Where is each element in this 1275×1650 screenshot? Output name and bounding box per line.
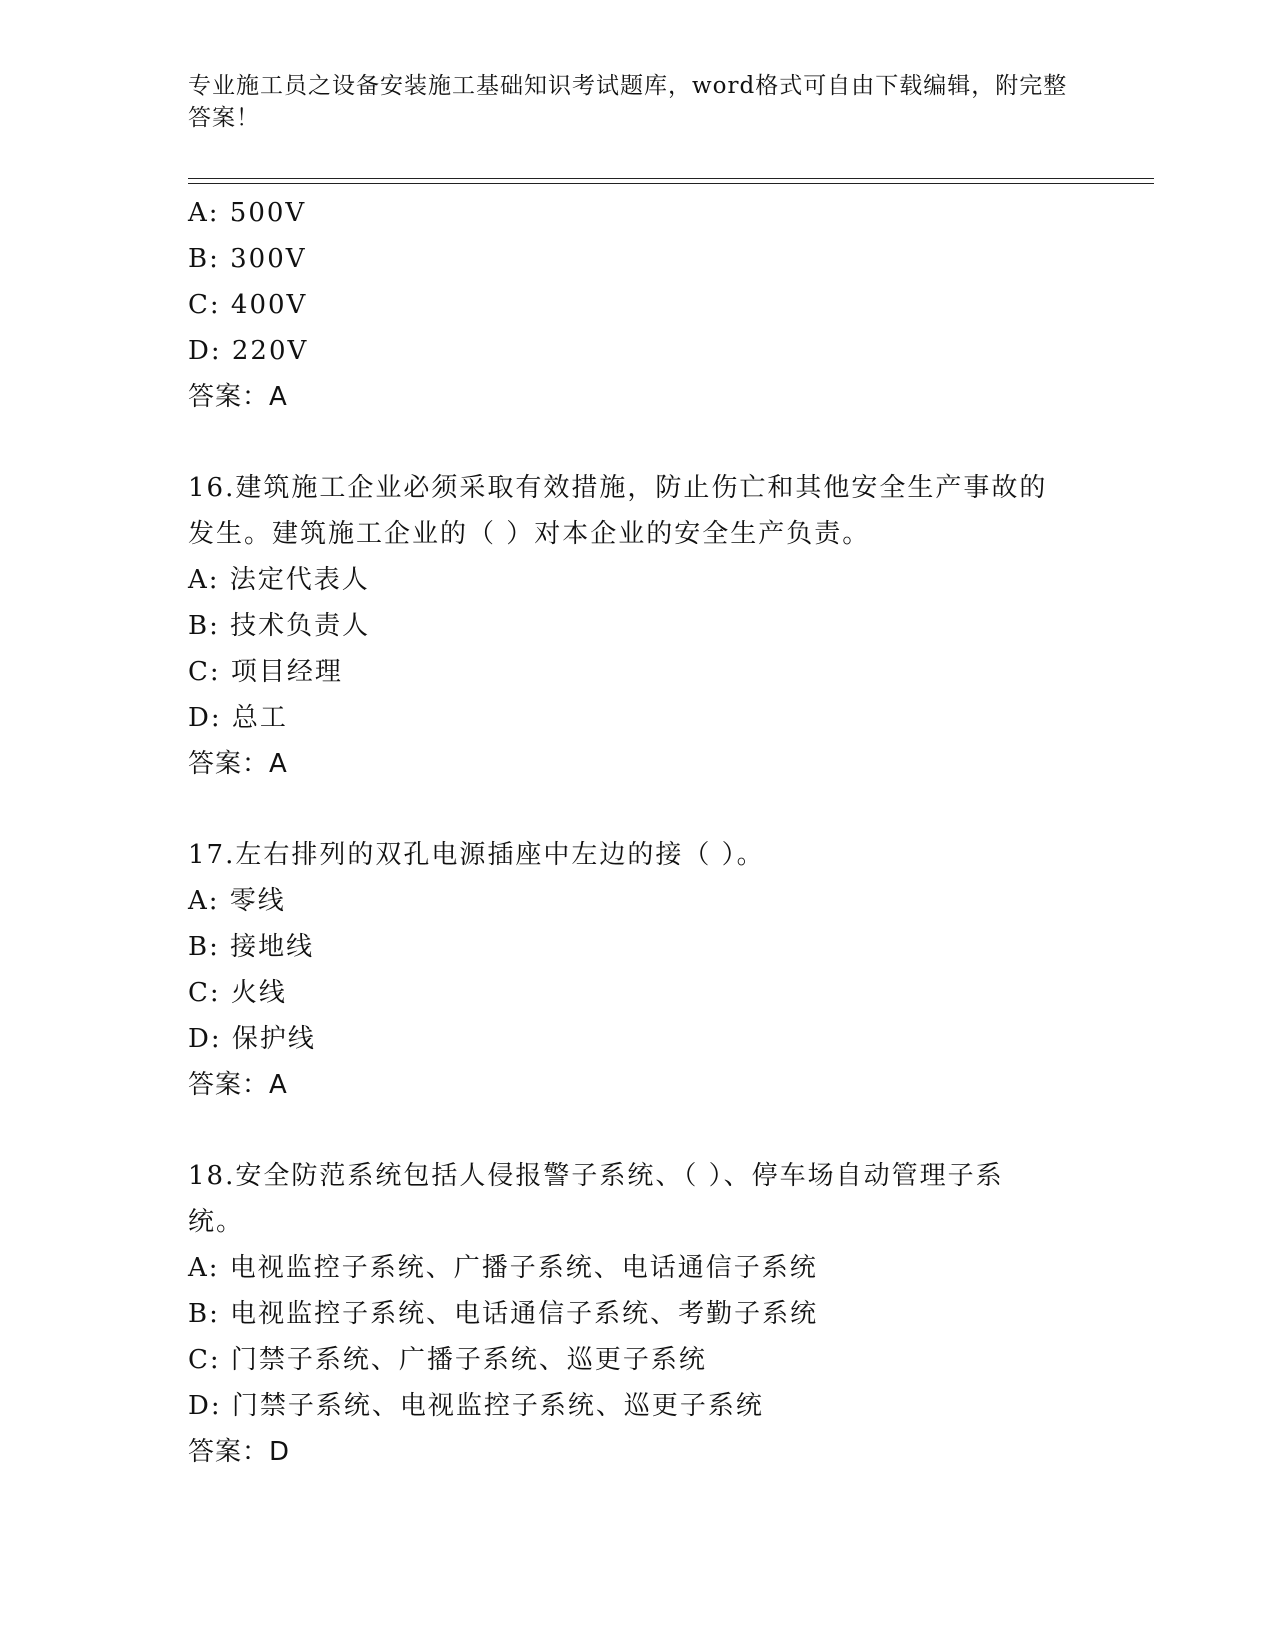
option-d: D: 保护线 <box>188 1024 316 1054</box>
option-a: A: 500V <box>188 198 307 228</box>
option-a: A: 电视监控子系统、广播子系统、电话通信子系统 <box>188 1253 818 1283</box>
option-c: C: 项目经理 <box>188 657 343 687</box>
option-a: A: 零线 <box>188 886 286 916</box>
option-c: C: 门禁子系统、广播子系统、巡更子系统 <box>188 1345 707 1375</box>
option-b: B: 技术负责人 <box>188 611 371 641</box>
answer-line: 答案：A <box>188 749 288 779</box>
answer-line: 答案：D <box>188 1437 291 1467</box>
option-b: B: 300V <box>188 244 307 274</box>
question-block-15 <box>188 190 1088 420</box>
question-text: 17.左右排列的双孔电源插座中左边的接（ ）。 <box>188 840 765 870</box>
question-block-17 <box>188 832 1088 1108</box>
header-rule-top <box>188 178 1154 179</box>
question-text: 18.安全防范系统包括人侵报警子系统、（ ）、停车场自动管理子系统。 <box>188 1161 1004 1237</box>
answer-line: 答案：A <box>188 382 288 412</box>
document-header: 专业施工员之设备安装施工基础知识考试题库，word格式可自由下载编辑，附完整答案！ <box>188 73 1068 131</box>
option-d: D: 总工 <box>188 703 288 733</box>
option-d: D: 220V <box>188 336 309 366</box>
option-c: C: 400V <box>188 290 308 320</box>
question-block-16 <box>188 465 1088 787</box>
option-a: A: 法定代表人 <box>188 565 370 595</box>
question-block-18 <box>188 1153 1088 1475</box>
option-b: B: 电视监控子系统、电话通信子系统、考勤子系统 <box>188 1299 819 1329</box>
option-d: D: 门禁子系统、电视监控子系统、巡更子系统 <box>188 1391 764 1421</box>
question-list <box>188 190 1088 1475</box>
answer-line: 答案：A <box>188 1070 288 1100</box>
header-rule-bottom <box>188 183 1154 184</box>
question-text: 16.建筑施工企业必须采取有效措施，防止伤亡和其他安全生产事故的发生。建筑施工企业的（ ）对本企业的安全生产负责。 <box>188 473 1048 549</box>
option-c: C: 火线 <box>188 978 287 1008</box>
option-b: B: 接地线 <box>188 932 315 962</box>
